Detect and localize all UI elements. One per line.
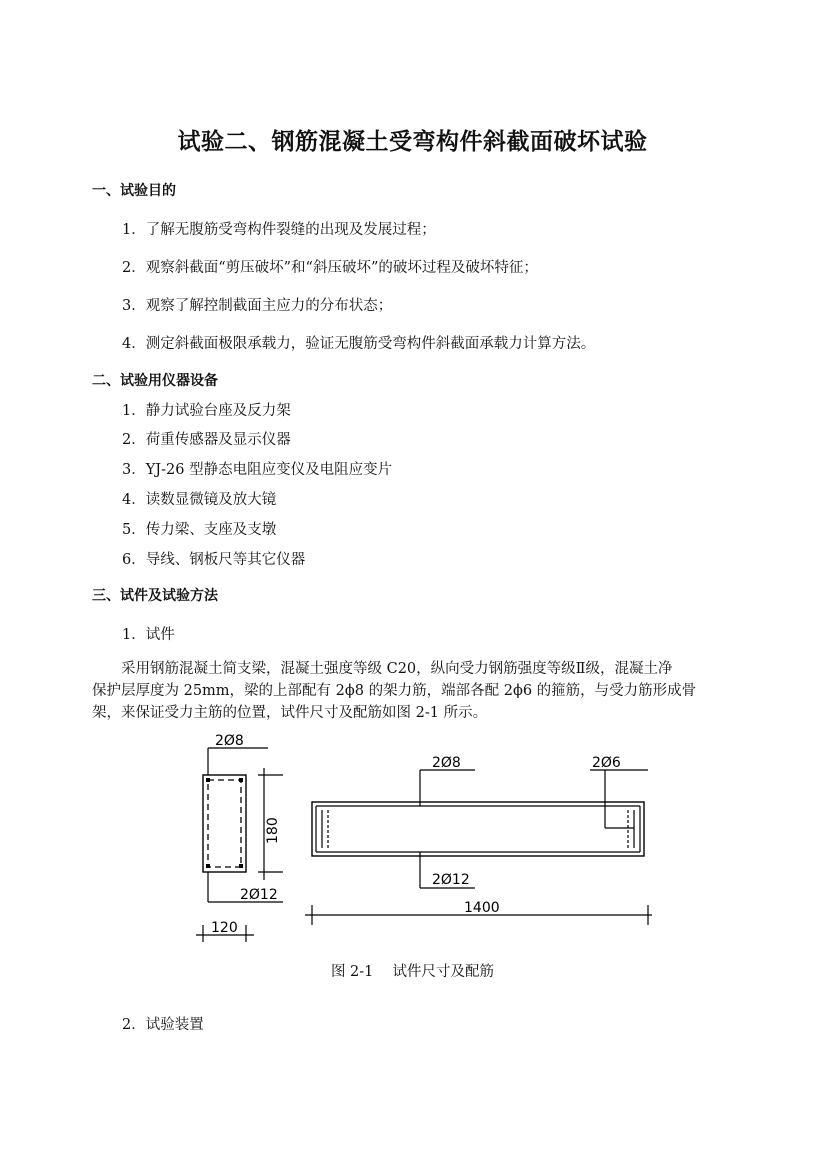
apparatus-subheading: 2．试验装置 bbox=[122, 1017, 204, 1033]
section-heading-equipment: 二、试验用仪器设备 bbox=[92, 373, 218, 389]
cross-section-outline bbox=[203, 775, 246, 872]
equipment-item-3: 3．YJ-26 型静态电阻应变仪及电阻应变片 bbox=[122, 462, 393, 478]
label-2phi12-section: 2Ø12 bbox=[240, 887, 278, 903]
label-2phi6: 2Ø6 bbox=[592, 755, 621, 771]
page-title: 试验二、钢筋混凝土受弯构件斜截面破坏试验 bbox=[177, 129, 648, 155]
label-2phi8-elevation: 2Ø8 bbox=[432, 755, 461, 771]
cross-section-stirrup bbox=[208, 780, 241, 867]
label-1400: 1400 bbox=[464, 900, 500, 916]
equipment-item-4: 4．读数显微镜及放大镜 bbox=[122, 492, 277, 508]
specimen-subheading: 1．试件 bbox=[122, 627, 175, 643]
section-heading-specimen: 三、试件及试验方法 bbox=[92, 588, 218, 604]
label-180: 180 bbox=[265, 817, 281, 844]
paragraph-line-1: 采用钢筋混凝土简支梁，混凝土强度等级 C20，纵向受力钢筋强度等级Ⅱ级，混凝土净 bbox=[121, 661, 673, 677]
cross-section-bars bbox=[206, 778, 243, 868]
purpose-item-2: 2．观察斜截面“剪压破坏”和“斜压破坏”的破坏过程及破坏特征； bbox=[122, 260, 538, 276]
equipment-item-1: 1．静力试验台座及反力架 bbox=[122, 403, 291, 419]
figure-caption: 图 2-1 试件尺寸及配筋 bbox=[330, 964, 495, 980]
label-2phi8-section: 2Ø8 bbox=[215, 733, 244, 749]
paragraph-line-3: 架，来保证受力主筋的位置，试件尺寸及配筋如图 2-1 所示。 bbox=[92, 705, 488, 721]
label-120: 120 bbox=[211, 920, 238, 936]
purpose-item-4: 4．测定斜截面极限承载力，验证无腹筋受弯构件斜截面承载力计算方法。 bbox=[122, 336, 596, 352]
purpose-item-1: 1．了解无腹筋受弯构件裂缝的出现及发展过程； bbox=[122, 222, 436, 238]
label-2phi12-elevation: 2Ø12 bbox=[432, 872, 470, 888]
elevation-outline bbox=[312, 802, 644, 856]
section-heading-purpose: 一、试验目的 bbox=[92, 183, 176, 199]
purpose-item-3: 3．观察了解控制截面主应力的分布状态； bbox=[122, 298, 393, 314]
equipment-item-6: 6．导线、钢板尺等其它仪器 bbox=[122, 552, 306, 568]
equipment-item-5: 5．传力梁、支座及支墩 bbox=[122, 522, 277, 538]
paragraph-line-2: 保护层厚度为 25mm，梁的上部配有 2ϕ8 的架力筋，端部各配 2ϕ6 的箍筋，与受力筋形成骨 bbox=[92, 683, 697, 699]
equipment-item-2: 2．荷重传感器及显示仪器 bbox=[122, 432, 291, 448]
